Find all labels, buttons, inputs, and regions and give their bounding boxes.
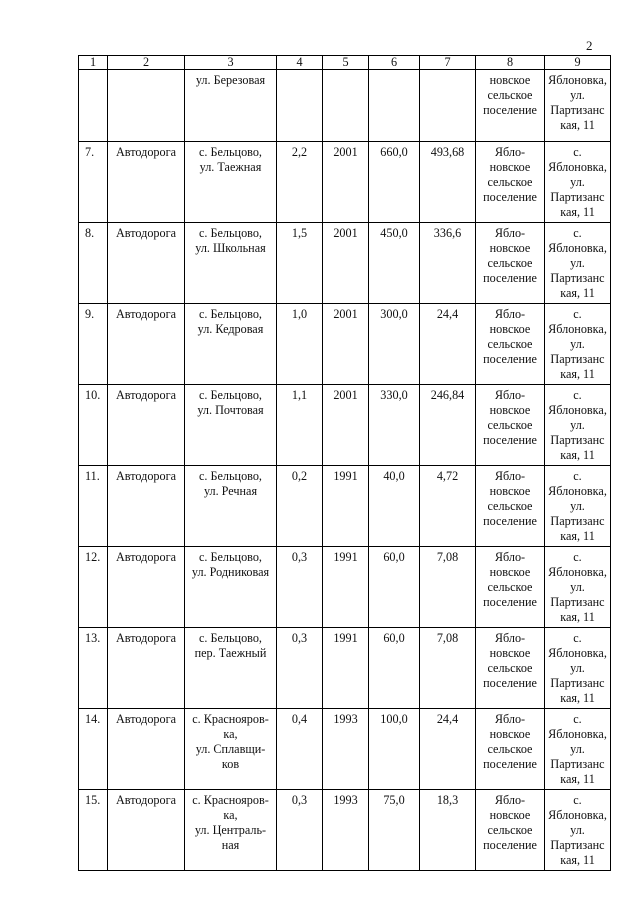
cell-line: поселение — [483, 190, 537, 204]
row-number: 13. — [79, 628, 108, 709]
cell-line: с. — [573, 550, 582, 564]
column-header: 5 — [323, 56, 369, 70]
cell-line: с. Краснояров- — [192, 793, 269, 807]
owner-cell — [476, 628, 545, 709]
cell-line: с. Бельцово, — [199, 550, 262, 564]
cell-line: Ябло- — [494, 388, 526, 402]
residual-cell: 24,4 — [420, 709, 476, 790]
cell-line: ул. — [570, 418, 585, 432]
owner-cell — [476, 223, 545, 304]
cell-line: пер. Таежный — [194, 646, 267, 660]
owner-cell — [476, 142, 545, 223]
page-number: 2 — [586, 38, 593, 53]
location-cell — [185, 142, 277, 223]
object-type: Автодорога — [108, 223, 185, 304]
row-number: 9. — [79, 304, 108, 385]
cell-line: Партизанс — [550, 103, 605, 117]
object-type: Автодорога — [108, 304, 185, 385]
column-header: 6 — [369, 56, 420, 70]
cell-line: ул. Централь- — [194, 823, 267, 837]
cell-line: кая, 11 — [560, 286, 595, 300]
cell-line: ул. Почтовая — [197, 403, 264, 417]
cell-line: поселение — [483, 595, 537, 609]
cell-line: ная — [221, 838, 240, 852]
cell-line: кая, 11 — [560, 691, 595, 705]
cell-line: поселение — [483, 676, 537, 690]
cell-line: Партизанс — [550, 271, 605, 285]
cell-line: кая, 11 — [560, 853, 595, 867]
cell-line: новское — [489, 808, 531, 822]
cell-line: с. — [573, 145, 582, 159]
object-type: Автодорога — [108, 547, 185, 628]
cell-line: ул. — [570, 580, 585, 594]
year-cell: 2001 — [323, 142, 369, 223]
object-type: Автодорога — [108, 385, 185, 466]
cell-line: сельское — [487, 88, 533, 102]
residual-cell: 7,08 — [420, 547, 476, 628]
table-row — [79, 547, 611, 628]
cell-line: с. — [573, 712, 582, 726]
cell-line: Яблоновка, — [548, 403, 607, 417]
table-cell — [79, 70, 108, 142]
address-cell — [545, 628, 611, 709]
cell-line: поселение — [483, 103, 537, 117]
cell-line: с. — [573, 307, 582, 321]
cell-line: ка, — [223, 727, 238, 741]
cell-line: Партизанс — [550, 352, 605, 366]
cell-line: Партизанс — [550, 190, 605, 204]
cell-line: новское — [489, 484, 531, 498]
location-cell — [185, 223, 277, 304]
cell-line: Яблоновка, — [548, 160, 607, 174]
column-header: 1 — [79, 56, 108, 70]
continued-row — [79, 70, 611, 142]
residual-cell: 18,3 — [420, 790, 476, 871]
residual-cell: 7,08 — [420, 628, 476, 709]
cell-line: Яблоновка, — [548, 484, 607, 498]
location-cell — [185, 70, 277, 142]
cell-line: Ябло- — [494, 550, 526, 564]
length-cell: 0,4 — [277, 709, 323, 790]
cell-line: с. Бельцово, — [199, 145, 262, 159]
cell-line: Партизанс — [550, 433, 605, 447]
owner-cell — [476, 709, 545, 790]
cell-line: новское — [489, 73, 531, 87]
year-cell: 2001 — [323, 223, 369, 304]
cell-line: сельское — [487, 742, 533, 756]
table-cell — [369, 70, 420, 142]
address-cell — [545, 709, 611, 790]
residual-cell: 4,72 — [420, 466, 476, 547]
cell-line: сельское — [487, 823, 533, 837]
cell-line: поселение — [483, 271, 537, 285]
cell-line: с. — [573, 793, 582, 807]
length-cell: 0,3 — [277, 628, 323, 709]
value-cell: 60,0 — [369, 628, 420, 709]
cell-line: с. Бельцово, — [199, 388, 262, 402]
cell-line: сельское — [487, 256, 533, 270]
location-cell — [185, 304, 277, 385]
owner-cell — [476, 385, 545, 466]
cell-line: ул. — [570, 742, 585, 756]
column-number-row — [79, 56, 611, 70]
value-cell: 40,0 — [369, 466, 420, 547]
cell-line: ул. — [570, 823, 585, 837]
cell-line: Ябло- — [494, 145, 526, 159]
cell-line: Ябло- — [494, 469, 526, 483]
cell-line: поселение — [483, 433, 537, 447]
table-row — [79, 385, 611, 466]
year-cell: 1991 — [323, 628, 369, 709]
location-cell — [185, 709, 277, 790]
table-row — [79, 709, 611, 790]
location-cell — [185, 628, 277, 709]
cell-line: Партизанс — [550, 514, 605, 528]
cell-line: ул. Березовая — [195, 73, 266, 87]
owner-cell — [476, 70, 545, 142]
cell-line: ул. Родниковая — [191, 565, 270, 579]
value-cell: 450,0 — [369, 223, 420, 304]
cell-line: сельское — [487, 337, 533, 351]
cell-line: с. Краснояров- — [192, 712, 269, 726]
cell-line: с. — [573, 469, 582, 483]
cell-line: с. — [573, 226, 582, 240]
cell-line: Ябло- — [494, 712, 526, 726]
cell-line: сельское — [487, 175, 533, 189]
cell-line: Ябло- — [494, 631, 526, 645]
year-cell: 1991 — [323, 466, 369, 547]
cell-line: поселение — [483, 514, 537, 528]
cell-line: новское — [489, 241, 531, 255]
year-cell: 2001 — [323, 304, 369, 385]
column-header: 4 — [277, 56, 323, 70]
cell-line: Партизанс — [550, 595, 605, 609]
owner-cell — [476, 304, 545, 385]
road-registry-table — [78, 55, 611, 871]
object-type: Автодорога — [108, 142, 185, 223]
table-row — [79, 466, 611, 547]
address-cell — [545, 385, 611, 466]
table-cell — [323, 70, 369, 142]
cell-line: поселение — [483, 838, 537, 852]
cell-line: ул. Школьная — [195, 241, 266, 255]
table-row — [79, 142, 611, 223]
cell-line: с. — [573, 631, 582, 645]
length-cell: 1,5 — [277, 223, 323, 304]
value-cell: 60,0 — [369, 547, 420, 628]
cell-line: с. Бельцово, — [199, 469, 262, 483]
row-number: 12. — [79, 547, 108, 628]
cell-line: с. Бельцово, — [199, 226, 262, 240]
address-cell — [545, 142, 611, 223]
cell-line: ка, — [223, 808, 238, 822]
table-cell — [420, 70, 476, 142]
column-header: 3 — [185, 56, 277, 70]
column-header: 2 — [108, 56, 185, 70]
table-cell — [108, 70, 185, 142]
location-cell — [185, 547, 277, 628]
cell-line: ул. — [570, 337, 585, 351]
cell-line: новское — [489, 403, 531, 417]
location-cell — [185, 385, 277, 466]
cell-line: кая, 11 — [560, 610, 595, 624]
year-cell: 1991 — [323, 547, 369, 628]
location-cell — [185, 790, 277, 871]
value-cell: 660,0 — [369, 142, 420, 223]
cell-line: ул. Речная — [203, 484, 258, 498]
address-cell — [545, 547, 611, 628]
length-cell: 0,3 — [277, 547, 323, 628]
cell-line: новское — [489, 727, 531, 741]
address-cell — [545, 466, 611, 547]
length-cell: 1,0 — [277, 304, 323, 385]
cell-line: поселение — [483, 757, 537, 771]
object-type: Автодорога — [108, 466, 185, 547]
cell-line: ул. Таежная — [199, 160, 262, 174]
cell-line: новское — [489, 160, 531, 174]
table-row — [79, 790, 611, 871]
column-header: 9 — [545, 56, 611, 70]
table-cell — [277, 70, 323, 142]
cell-line: Яблоновка, — [548, 808, 607, 822]
table-row — [79, 304, 611, 385]
value-cell: 75,0 — [369, 790, 420, 871]
cell-line: новское — [489, 565, 531, 579]
object-type: Автодорога — [108, 628, 185, 709]
cell-line: ул. — [570, 175, 585, 189]
cell-line: ул. — [570, 499, 585, 513]
cell-line: ул. — [570, 88, 585, 102]
cell-line: Партизанс — [550, 838, 605, 852]
row-number: 8. — [79, 223, 108, 304]
cell-line: Яблоновка, — [548, 565, 607, 579]
year-cell: 1993 — [323, 709, 369, 790]
address-cell — [545, 304, 611, 385]
value-cell: 330,0 — [369, 385, 420, 466]
owner-cell — [476, 790, 545, 871]
row-number: 11. — [79, 466, 108, 547]
cell-line: с. Бельцово, — [199, 631, 262, 645]
cell-line: кая, 11 — [560, 367, 595, 381]
residual-cell: 24,4 — [420, 304, 476, 385]
table-row — [79, 223, 611, 304]
cell-line: с. — [573, 388, 582, 402]
cell-line: сельское — [487, 661, 533, 675]
cell-line: кая, 11 — [560, 772, 595, 786]
cell-line: поселение — [483, 352, 537, 366]
cell-line: Яблоновка, — [548, 73, 607, 87]
column-header: 7 — [420, 56, 476, 70]
cell-line: Яблоновка, — [548, 646, 607, 660]
cell-line: новское — [489, 322, 531, 336]
cell-line: сельское — [487, 499, 533, 513]
length-cell: 2,2 — [277, 142, 323, 223]
address-cell — [545, 223, 611, 304]
year-cell: 2001 — [323, 385, 369, 466]
cell-line: кая, 11 — [560, 205, 595, 219]
cell-line: сельское — [487, 418, 533, 432]
cell-line: новское — [489, 646, 531, 660]
address-cell — [545, 70, 611, 142]
cell-line: ков — [221, 757, 240, 771]
address-cell — [545, 790, 611, 871]
value-cell: 100,0 — [369, 709, 420, 790]
cell-line: Яблоновка, — [548, 322, 607, 336]
residual-cell: 246,84 — [420, 385, 476, 466]
cell-line: ул. Кедровая — [197, 322, 264, 336]
cell-line: кая, 11 — [560, 529, 595, 543]
cell-line: Партизанс — [550, 757, 605, 771]
cell-line: сельское — [487, 580, 533, 594]
table-row — [79, 628, 611, 709]
cell-line: Ябло- — [494, 226, 526, 240]
row-number: 14. — [79, 709, 108, 790]
year-cell: 1993 — [323, 790, 369, 871]
owner-cell — [476, 466, 545, 547]
column-header: 8 — [476, 56, 545, 70]
cell-line: кая, 11 — [560, 448, 595, 462]
owner-cell — [476, 547, 545, 628]
row-number: 15. — [79, 790, 108, 871]
cell-line: ул. — [570, 661, 585, 675]
row-number: 7. — [79, 142, 108, 223]
cell-line: ул. — [570, 256, 585, 270]
length-cell: 0,3 — [277, 790, 323, 871]
cell-line: Партизанс — [550, 676, 605, 690]
residual-cell: 336,6 — [420, 223, 476, 304]
object-type: Автодорога — [108, 790, 185, 871]
object-type: Автодорога — [108, 709, 185, 790]
cell-line: Ябло- — [494, 793, 526, 807]
cell-line: с. Бельцово, — [199, 307, 262, 321]
location-cell — [185, 466, 277, 547]
residual-cell: 493,68 — [420, 142, 476, 223]
cell-line: кая, 11 — [560, 118, 595, 132]
cell-line: Яблоновка, — [548, 727, 607, 741]
length-cell: 0,2 — [277, 466, 323, 547]
cell-line: ул. Сплавщи- — [195, 742, 266, 756]
length-cell: 1,1 — [277, 385, 323, 466]
row-number: 10. — [79, 385, 108, 466]
cell-line: Ябло- — [494, 307, 526, 321]
cell-line: Яблоновка, — [548, 241, 607, 255]
value-cell: 300,0 — [369, 304, 420, 385]
